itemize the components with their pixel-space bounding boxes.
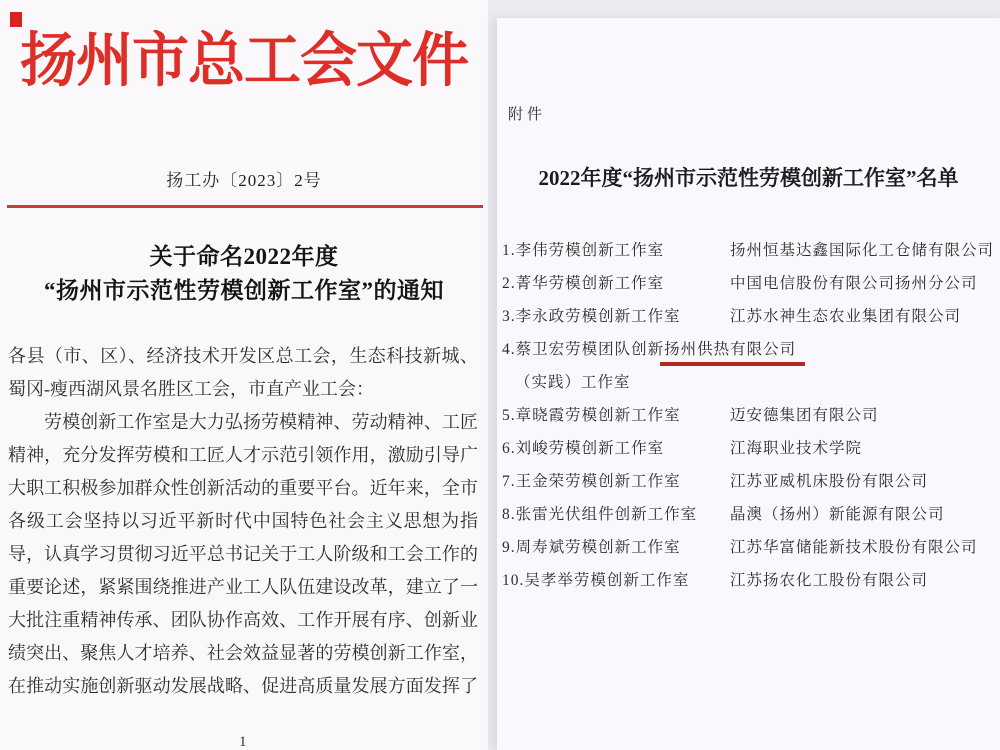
body-line: 精神，充分发挥劳模和工匠人才示范引领作用，激励引导广 [8,445,478,465]
list-item [502,465,994,498]
notice-body [8,340,478,703]
body-line: 蜀冈-瘦西湖风景名胜区工会，市直产业工会： [8,379,374,399]
workshop-name: 10.吴孝举劳模创新工作室 [502,572,690,589]
company-name: 迈安德集团有限公司 [730,407,879,424]
red-underlined-company: 扬州供热有限公司 [660,338,805,366]
header-divider-rule [7,205,483,208]
body-line: 各县（市、区）、经济技术开发区总工会，生态科技新城、 [8,346,478,366]
workshop-name: 5.章晓霞劳模创新工作室 [502,407,681,424]
body-line: 各级工会坚持以习近平新时代中国特色社会主义思想为指 [8,511,478,531]
body-line: 大批注重精神传承、团队协作高效、工作开展有序、创新业 [8,610,478,630]
list-item [502,432,994,465]
workshop-name: 6.刘峻劳模创新工作室 [502,440,665,457]
company-name: 晶澳（扬州）新能源有限公司 [730,506,945,523]
workshop-name-line2: （实践）工作室 [515,374,631,391]
body-line: 重要论述，紧紧围绕推进产业工人队伍建设改革，建立了一 [8,577,478,597]
workshop-name: 4.蔡卫宏劳模团队创新 [502,341,665,358]
company-name: 江苏扬农化工股份有限公司 [730,572,929,589]
page-number: 1 [239,734,247,750]
company-name: 江苏水神生态农业集团有限公司 [730,308,962,325]
body-line: 大职工积极参加群众性创新活动的重要平台。近年来，全市 [8,478,478,498]
list-item [502,564,994,597]
list-item [502,498,994,531]
list-item [502,267,994,300]
workshop-name: 8.张雷光伏组件创新工作室 [502,506,698,523]
company-name: 江海职业技术学院 [730,440,863,457]
notice-title [0,240,488,308]
document-page-left [0,0,488,750]
notice-title-line2: “扬州市示范性劳模创新工作室”的通知 [44,278,444,303]
attachment-title: 2022年度“扬州市示范性劳模创新工作室”名单 [538,166,959,190]
list-item [502,300,994,333]
document-header-title: 扬州市总工会文件 [20,28,468,95]
company-name [664,333,805,366]
document-number: 扬工办〔2023〕2号 [166,171,322,190]
body-line: 导，认真学习贯彻习近平总书记关于工人阶级和工会工作的 [8,544,478,564]
workshop-name: 7.王金荣劳模创新工作室 [502,473,681,490]
body-line: 劳模创新工作室是大力弘扬劳模精神、劳动精神、工匠 [44,412,478,432]
workshop-list [502,234,994,597]
list-item [502,399,994,432]
body-line: 绩突出、聚焦人才培养、社会效益显著的劳模创新工作室， [8,643,478,663]
workshop-name: 1.李伟劳模创新工作室 [502,242,665,259]
workshop-name: 9.周寿斌劳模创新工作室 [502,539,681,556]
list-item [502,234,994,267]
notice-title-line1: 关于命名2022年度 [149,244,339,269]
company-name: 中国电信股份有限公司扬州分公司 [730,275,978,292]
attachment-label: 附件 [508,107,547,123]
company-name: 扬州恒基达鑫国际化工仓储有限公司 [730,242,995,259]
workshop-name: 2.菁华劳模创新工作室 [502,275,665,292]
list-item [502,531,994,564]
workshop-name: 3.李永政劳模创新工作室 [502,308,681,325]
attachment-page-right [497,18,1000,750]
company-name: 江苏华富储能新技术股份有限公司 [730,539,978,556]
body-line: 在推动实施创新驱动发展战略、促进高质量发展方面发挥了 [8,676,478,696]
company-name: 江苏亚威机床股份有限公司 [730,473,929,490]
list-item-highlighted [502,333,994,399]
